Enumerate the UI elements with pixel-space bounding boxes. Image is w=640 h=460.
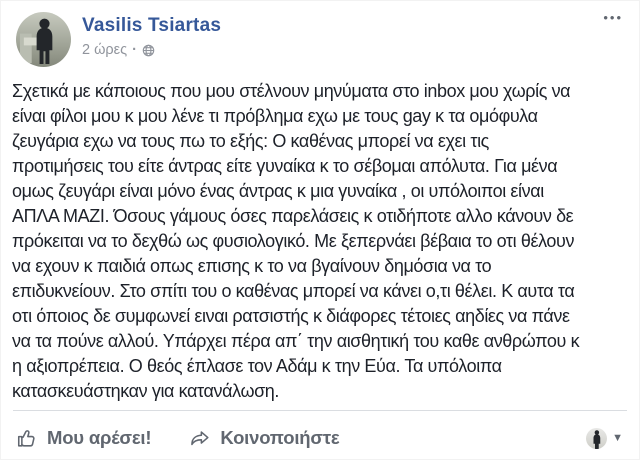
post-text-line: πρόκειται να το δεχθώ ως φυσιολογικό. Με ξεπερνάει βέβαια το οτι θέλουν (12, 231, 575, 251)
post-text-line: ΑΠΛΑ ΜΑΖΙ. Όσους γάμους όσες παρελάσεις κ οτιδήποτε αλλο κάνουν δε (12, 206, 574, 226)
thumb-up-icon (16, 427, 38, 449)
caret-down-icon[interactable]: ▼ (612, 432, 623, 444)
post-text-line: ζευγάρια εχω να τους πω το εξής: Ο καθένας μπορεί να εχει τις (12, 131, 489, 151)
action-bar (1, 411, 639, 460)
author-name[interactable]: Vasilis Tsiartas (82, 15, 222, 36)
share-arrow-icon (189, 427, 211, 449)
timestamp[interactable]: 2 ώρες (82, 42, 128, 58)
globe-icon (142, 44, 155, 57)
post-meta (82, 42, 221, 58)
header-meta (82, 12, 221, 58)
post-text-line: να τα πούνε αλλού. Υπάρχει πέρα απ΄ την αισθητική του καθε ανθρώπου κ (12, 331, 580, 351)
meta-separator: · (132, 42, 137, 58)
post-text-line: επιδυκνείουν. Στο σπίτι του ο καθένας μπορεί να κάνει ο,τι θέλει. Κ αυτα τα (12, 281, 575, 301)
avatar-photo (16, 12, 71, 67)
avatar[interactable] (16, 12, 71, 67)
post-text-line: η αξιοπρέπεια. Ο θεός έπλασε τον Αδάμ κ την Εύα. Τα υπόλοιπα (12, 356, 502, 376)
share-button[interactable] (189, 427, 339, 449)
post-text-line: ομως ζευγάρι είναι μόνο ένας άντρας κ μια γυναίκα , οι υπόλοιποι είναι (12, 181, 544, 201)
post-text-line: να εχουν κ παιδιά οπως επισης κ το να βγαίνουν δημόσια να το (12, 256, 492, 276)
post-text (1, 79, 639, 404)
post-text-line: προτιμήσεις του είτε άντρας είτε γυναίκα κ το σέβομαι απόλυτα. Για μένα (12, 156, 558, 176)
like-label: Μου αρέσει! (47, 427, 152, 448)
post-menu-button[interactable]: ••• (603, 10, 623, 25)
like-button[interactable] (16, 427, 151, 449)
comment-identity (586, 428, 623, 449)
commenter-avatar-photo (586, 428, 607, 449)
post-text-line: κατασκευάστηκαν για κατανάλωση. (12, 381, 280, 401)
post-header (1, 1, 639, 67)
post-text-line: οτι όποιος δε συμφωνεί ειναι ρατσιστής κ διάφορες τέτοιες αηδίες να πάνε (12, 306, 570, 326)
share-label: Κοινοποιήστε (220, 427, 340, 448)
post-text-line: είναι φίλοι μου κ μου λένε τι πρόβλημα εχω με τους gay κ τα ομόφυλα (12, 106, 538, 126)
commenter-avatar[interactable] (586, 428, 607, 449)
post-text-line: Σχετικά με κάποιους που μου στέλνουν μηνύματα στο inbox μου χωρίς να (12, 81, 571, 101)
